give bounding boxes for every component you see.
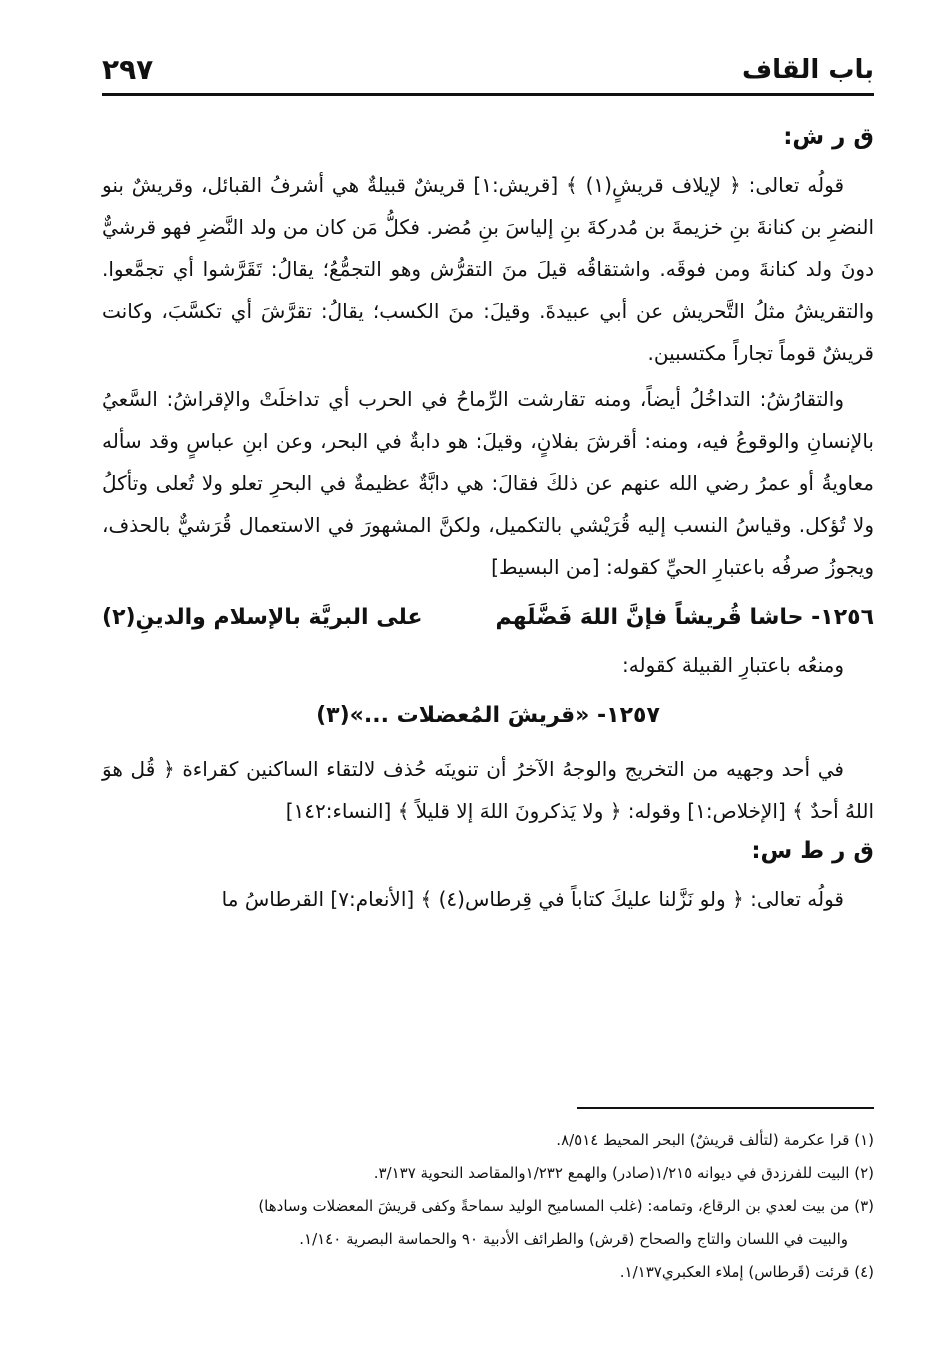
section-heading-qrsh: ق ر ش: [783, 124, 874, 150]
chapter-title: باب القاف [741, 55, 874, 85]
section-heading-qrts: ق ر ط س: [751, 838, 874, 864]
footnote-3-continued: والبيت في اللسان والتاج والصحاح (قرش) والطرائف الأدبية ٩٠ والحماسة البصرية ١/١٤٠. [299, 1230, 848, 1248]
verse-first-hemistich: ١٢٥٦- حاشا قُريشاً فإنَّ اللهَ فَضَّلَهم [495, 605, 874, 630]
header-rule [102, 93, 874, 96]
footnote-2: (٢) البيت للفرزدق في ديوانه ١/٢١٥(صادر) والهمع ١/٢٣٢والمقاصد النحوية ٣/١٣٧. [373, 1164, 874, 1182]
paragraph: قولُه تعالى: ﴿ ولو نَزَّلنا عليكَ كتاباً في قِرطاس(٤) ﴾ [الأنعام:٧] القرطاسُ ما [221, 887, 844, 911]
page-number: ٢٩٧ [102, 53, 154, 86]
poem-verse-1257: ١٢٥٧- «قريشَ المُعضلات ...»(٣) [316, 703, 660, 728]
footnote-1: (١) قرا عكرمة (لتألف قريشٌ) البحر المحيط ٨/٥١٤. [556, 1131, 874, 1149]
footnote-4: (٤) قرئت (قَرطاس) إملاء العكبري١/١٣٧. [619, 1263, 874, 1281]
paragraph: في أحد وجهيه من التخريج والوجهُ الآخرُ أن تنوينَه حُذف لالتقاء الساكنين كقراءة ﴿ قُل هوَ اللهُ أحدٌ ﴾ [الإخلاص:١] وقوله: ﴿ ولا يَذكرونَ اللهَ إلا قليلاً ﴾ [النساء:١٤٢] [102, 757, 874, 823]
poem-verse-1256 [102, 598, 874, 638]
paragraph: والتقارُشُ: التداخُلُ أيضاً، ومنه تقارشت الرِّماحُ في الحرب أي تداخلَتْ والإقراشُ: السَّعيُ بالإنسانِ والوقوعُ فيه، ومنه: أقرشَ بفلانٍ، وقيلَ: هو دابةٌ في البحر، وعن ابنِ عباسٍ وقد سأله معاويةُ أو عمرُ رضي الله عنهم عن ذلكَ فقالَ: هي دابَّةٌ عظيمةٌ في البحرِ تعلو ولا تُعلى وتأكلُ ولا تُؤكل. وقياسُ النسب إليه قُرَيْشي بالتكميل، ولكنَّ المشهورَ في الاستعمال قُرَشيٌّ بالحذف، ويجوزُ صرفُه باعتبارِ الحيِّ كقوله: [من البسيط] [102, 387, 874, 579]
main-text [102, 118, 874, 924]
paragraph: قولُه تعالى: ﴿ لإيلاف قريشٍ(١) ﴾ [قريش:١] قريشٌ قبيلةٌ هي أشرفُ القبائل، وقريشٌ بنو النضرِ بن كنانةَ بنِ خزيمةَ بن مُدركةَ بنِ إلياسَ بنِ مُضر. فكلُّ مَن كان من ولد النَّضرِ فهو قرشيٌّ دونَ ولد كنانةَ ومن فوقَه. واشتقاقُه قيلَ منَ التقرُّش وهو التجمُّعُ؛ يقالُ: تَقَرَّشوا أي تجمَّعوا. والتقريشُ مثلُ التَّحريش عن أبي عبيدةَ. وقيلَ: منَ الكسب؛ يقالُ: تقرَّشَ أي تكسَّبَ، وكانت قريشٌ قوماً تجاراً مكتسبين. [102, 173, 874, 365]
footnote-3: (٣) من بيت لعدي بن الرقاع، وتمامه: (غلب المساميح الوليد سماحةً وكفى قريشَ المعضلات وسادها) [258, 1197, 874, 1215]
paragraph: ومنعُه باعتبارِ القبيلة كقوله: [622, 653, 844, 677]
verse-second-hemistich: على البريَّة بالإسلام والدينِ(٢) [102, 605, 423, 630]
footnote-rule [577, 1107, 874, 1109]
footnotes [102, 1124, 874, 1289]
